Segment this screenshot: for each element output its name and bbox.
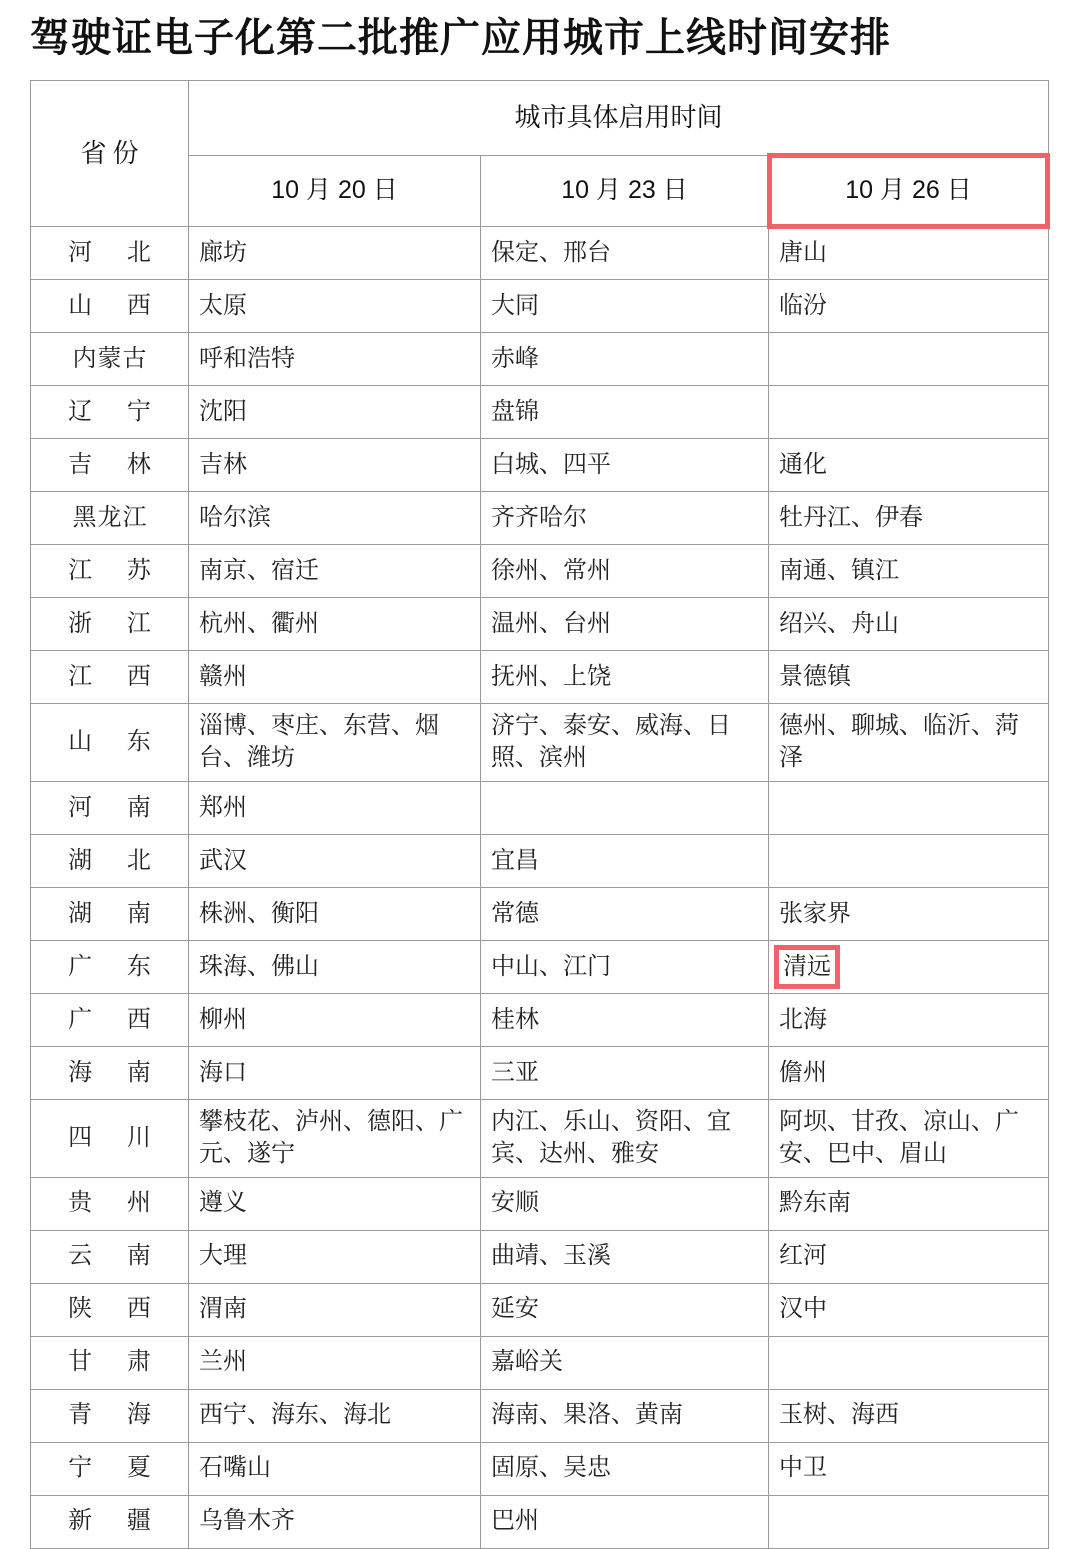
- cell-cities-2: 海南、果洛、黄南: [481, 1389, 769, 1442]
- cell-cities-2: 保定、邢台: [481, 227, 769, 280]
- cell-cities-3: 北海: [769, 993, 1049, 1046]
- cell-cities-1: 太原: [189, 280, 481, 333]
- table-body: [31, 227, 1049, 1549]
- cell-province: 河 南: [31, 781, 189, 834]
- cell-cities-3: [769, 1336, 1049, 1389]
- table-row: [31, 1283, 1049, 1336]
- cell-cities-1: 海口: [189, 1046, 481, 1099]
- cell-cities-2: 三亚: [481, 1046, 769, 1099]
- cell-cities-1: 沈阳: [189, 386, 481, 439]
- cell-cities-2: 大同: [481, 280, 769, 333]
- table-row: [31, 834, 1049, 887]
- cell-cities-3: [769, 834, 1049, 887]
- table-row: [31, 386, 1049, 439]
- cell-province: 湖 南: [31, 887, 189, 940]
- highlighted-cell: [779, 950, 835, 984]
- column-header-group: 城市具体启用时间: [189, 81, 1049, 156]
- cell-cities-1: 珠海、佛山: [189, 940, 481, 993]
- cell-cities-2: 曲靖、玉溪: [481, 1230, 769, 1283]
- cell-cities-1: 遵义: [189, 1177, 481, 1230]
- table-row: [31, 1495, 1049, 1548]
- cell-cities-3: 红河: [769, 1230, 1049, 1283]
- schedule-table: [30, 80, 1049, 1549]
- cell-cities-2: 内江、乐山、资阳、宜宾、达州、雅安: [481, 1099, 769, 1177]
- cell-cities-3: 张家界: [769, 887, 1049, 940]
- table-row: [31, 492, 1049, 545]
- cell-cities-2: 安顺: [481, 1177, 769, 1230]
- table-row: [31, 1230, 1049, 1283]
- cell-cities-2: 齐齐哈尔: [481, 492, 769, 545]
- cell-province: 山 东: [31, 704, 189, 782]
- cell-province: 山 西: [31, 280, 189, 333]
- table-row: [31, 1389, 1049, 1442]
- table-row: [31, 1442, 1049, 1495]
- column-header-province: 省份: [31, 81, 189, 227]
- cell-cities-2: 常德: [481, 887, 769, 940]
- cell-cities-3-label: 清远: [783, 952, 831, 980]
- cell-province: 江 西: [31, 651, 189, 704]
- cell-province: 湖 北: [31, 834, 189, 887]
- column-header-date-2: 10 月 23 日: [481, 156, 769, 227]
- table-row: [31, 439, 1049, 492]
- cell-cities-3: 绍兴、舟山: [769, 598, 1049, 651]
- cell-cities-2: 抚州、上饶: [481, 651, 769, 704]
- cell-cities-3: 通化: [769, 439, 1049, 492]
- cell-cities-1: 攀枝花、泸州、德阳、广元、遂宁: [189, 1099, 481, 1177]
- cell-province: 贵 州: [31, 1177, 189, 1230]
- cell-cities-1: 西宁、海东、海北: [189, 1389, 481, 1442]
- cell-cities-1: 淄博、枣庄、东营、烟台、潍坊: [189, 704, 481, 782]
- cell-cities-1: 哈尔滨: [189, 492, 481, 545]
- cell-cities-2: [481, 781, 769, 834]
- cell-province: 内蒙古: [31, 333, 189, 386]
- cell-cities-3: 唐山: [769, 227, 1049, 280]
- cell-province: 辽 宁: [31, 386, 189, 439]
- cell-cities-3: 中卫: [769, 1442, 1049, 1495]
- table-row: [31, 280, 1049, 333]
- table-row: [31, 598, 1049, 651]
- cell-province: 广 西: [31, 993, 189, 1046]
- cell-cities-1: 渭南: [189, 1283, 481, 1336]
- table-row: [31, 940, 1049, 993]
- cell-cities-3: [769, 333, 1049, 386]
- cell-province: 陕 西: [31, 1283, 189, 1336]
- table-header: [31, 81, 1049, 227]
- cell-cities-2: 巴州: [481, 1495, 769, 1548]
- cell-cities-2: 济宁、泰安、威海、日照、滨州: [481, 704, 769, 782]
- cell-province: 河 北: [31, 227, 189, 280]
- table-row: [31, 545, 1049, 598]
- cell-province: 青 海: [31, 1389, 189, 1442]
- cell-cities-2: 徐州、常州: [481, 545, 769, 598]
- cell-cities-3: 黔东南: [769, 1177, 1049, 1230]
- cell-cities-1: 廊坊: [189, 227, 481, 280]
- cell-cities-3: [769, 1495, 1049, 1548]
- table-row: [31, 993, 1049, 1046]
- cell-province: 黑龙江: [31, 492, 189, 545]
- cell-cities-1: 大理: [189, 1230, 481, 1283]
- cell-cities-3: 玉树、海西: [769, 1389, 1049, 1442]
- cell-province: 新 疆: [31, 1495, 189, 1548]
- cell-cities-3: 汉中: [769, 1283, 1049, 1336]
- table-row: [31, 704, 1049, 782]
- cell-cities-3: 临汾: [769, 280, 1049, 333]
- column-header-date-1: 10 月 20 日: [189, 156, 481, 227]
- cell-cities-1: 郑州: [189, 781, 481, 834]
- cell-province: 吉 林: [31, 439, 189, 492]
- cell-cities-3: 南通、镇江: [769, 545, 1049, 598]
- cell-cities-2: 白城、四平: [481, 439, 769, 492]
- table-row: [31, 1099, 1049, 1177]
- cell-province: 甘 肃: [31, 1336, 189, 1389]
- cell-cities-1: 石嘴山: [189, 1442, 481, 1495]
- cell-cities-1: 武汉: [189, 834, 481, 887]
- cell-cities-1: 赣州: [189, 651, 481, 704]
- cell-cities-2: 盘锦: [481, 386, 769, 439]
- cell-cities-1: 杭州、衢州: [189, 598, 481, 651]
- cell-cities-1: 南京、宿迁: [189, 545, 481, 598]
- cell-cities-1: 兰州: [189, 1336, 481, 1389]
- table-row: [31, 227, 1049, 280]
- cell-cities-2: 延安: [481, 1283, 769, 1336]
- cell-cities-2: 中山、江门: [481, 940, 769, 993]
- cell-province: 云 南: [31, 1230, 189, 1283]
- table-row: [31, 651, 1049, 704]
- cell-cities-2: 固原、吴忠: [481, 1442, 769, 1495]
- cell-cities-1: 柳州: [189, 993, 481, 1046]
- cell-cities-1: 呼和浩特: [189, 333, 481, 386]
- cell-province: 宁 夏: [31, 1442, 189, 1495]
- table-header-row-group: [31, 81, 1049, 156]
- cell-cities-1: 株洲、衡阳: [189, 887, 481, 940]
- cell-province: 江 苏: [31, 545, 189, 598]
- page-title: 驾驶证电子化第二批推广应用城市上线时间安排: [30, 16, 891, 60]
- table-row: [31, 887, 1049, 940]
- table-row: [31, 333, 1049, 386]
- cell-cities-3: [769, 781, 1049, 834]
- table-row: [31, 1336, 1049, 1389]
- cell-province: 浙 江: [31, 598, 189, 651]
- cell-cities-3: 德州、聊城、临沂、菏泽: [769, 704, 1049, 782]
- table-row: [31, 1177, 1049, 1230]
- cell-cities-3: 儋州: [769, 1046, 1049, 1099]
- column-header-date-3: [769, 156, 1049, 227]
- cell-cities-2: 赤峰: [481, 333, 769, 386]
- cell-cities-3: 阿坝、甘孜、凉山、广安、巴中、眉山: [769, 1099, 1049, 1177]
- cell-cities-1: 乌鲁木齐: [189, 1495, 481, 1548]
- table-row: [31, 781, 1049, 834]
- cell-province: 海 南: [31, 1046, 189, 1099]
- cell-cities-2: 宜昌: [481, 834, 769, 887]
- cell-cities-3: [769, 940, 1049, 993]
- cell-province: 四 川: [31, 1099, 189, 1177]
- cell-cities-1: 吉林: [189, 439, 481, 492]
- cell-cities-2: 温州、台州: [481, 598, 769, 651]
- cell-cities-3: 景德镇: [769, 651, 1049, 704]
- cell-province: 广 东: [31, 940, 189, 993]
- cell-cities-2: 桂林: [481, 993, 769, 1046]
- cell-cities-3: 牡丹江、伊春: [769, 492, 1049, 545]
- column-header-date-3-label: 10 月 26 日: [845, 176, 972, 205]
- table-row: [31, 1046, 1049, 1099]
- cell-cities-3: [769, 386, 1049, 439]
- cell-cities-2: 嘉峪关: [481, 1336, 769, 1389]
